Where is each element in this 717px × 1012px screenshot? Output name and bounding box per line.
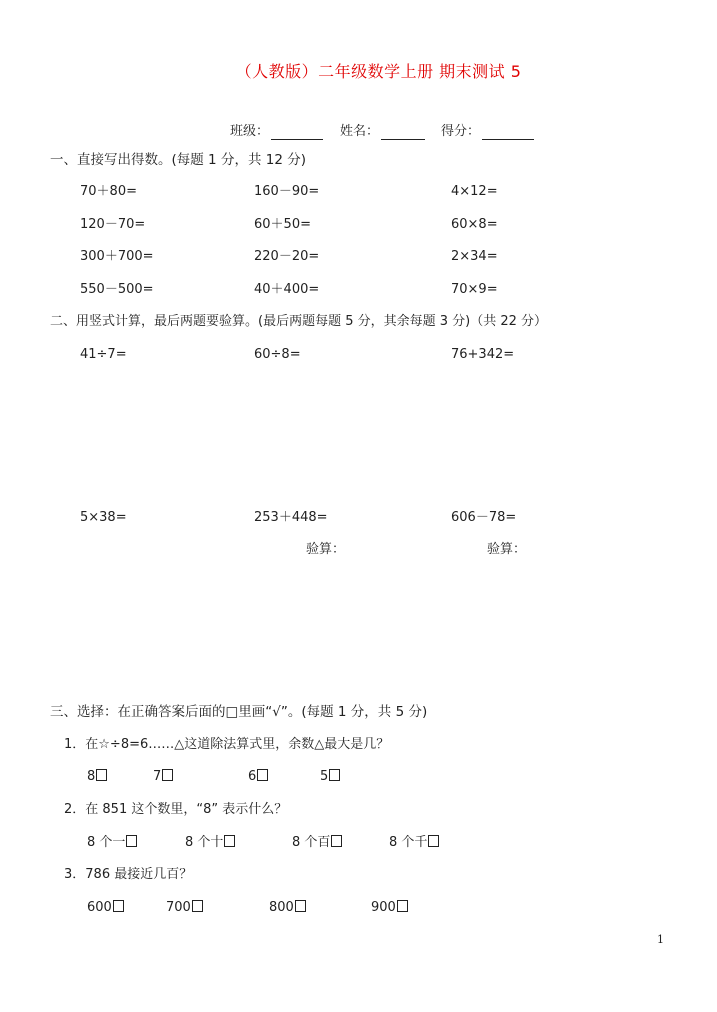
section2-heading: 二、用竖式计算，最后两题要验算。(最后两题每题 5 分，其余每题 3 分)（共 22 分） <box>50 314 548 329</box>
s1-item: 70×9= <box>451 282 498 297</box>
checkbox[interactable] <box>428 835 439 847</box>
option-label: 700 <box>166 900 191 915</box>
info-class <box>230 124 325 140</box>
s1-item: 40＋400= <box>254 282 320 297</box>
s1-item: 60×8= <box>451 217 498 232</box>
check-label: 验算： <box>487 542 527 557</box>
s1-item: 2×34= <box>451 249 498 264</box>
page-title: （人教版）二年级数学上册 期末测试 5 <box>235 62 522 81</box>
s1-item: 300＋700= <box>80 249 154 264</box>
option-label: 7 <box>153 769 162 784</box>
option <box>389 835 439 851</box>
checkbox[interactable] <box>295 900 306 912</box>
info-score-blank[interactable] <box>482 125 534 140</box>
info-class-blank[interactable] <box>271 125 323 140</box>
info-score-label: 得分： <box>441 124 481 139</box>
info-score <box>441 124 536 140</box>
option <box>87 835 137 851</box>
checkbox[interactable] <box>96 769 107 781</box>
option-label: 8 个千 <box>389 835 428 850</box>
option-label: 6 <box>248 769 257 784</box>
info-class-label: 班级： <box>230 124 270 139</box>
s2-item: 5×38= <box>80 510 127 525</box>
option <box>269 900 306 916</box>
info-name <box>340 124 427 140</box>
checkbox[interactable] <box>126 835 137 847</box>
option <box>87 900 124 916</box>
s1-item: 550－500= <box>80 282 154 297</box>
option-label: 5 <box>320 769 329 784</box>
option-label: 900 <box>371 900 396 915</box>
info-name-label: 姓名： <box>340 124 380 139</box>
checkbox[interactable] <box>257 769 268 781</box>
check-label: 验算： <box>306 542 346 557</box>
s2-item: 60÷8= <box>254 347 301 362</box>
option-label: 8 <box>87 769 96 784</box>
question-3: 3．786 最接近几百？ <box>64 867 193 882</box>
option-label: 800 <box>269 900 294 915</box>
checkbox[interactable] <box>397 900 408 912</box>
s1-item: 4×12= <box>451 184 498 199</box>
option <box>292 835 342 851</box>
page-number: 1 <box>657 933 664 946</box>
option-label: 8 个一 <box>87 835 126 850</box>
option-label: 8 个十 <box>185 835 224 850</box>
s2-item: 41÷7= <box>80 347 127 362</box>
option <box>166 900 203 916</box>
checkbox[interactable] <box>113 900 124 912</box>
section3-heading: 三、选择：在正确答案后面的□里画“√”。(每题 1 分，共 5 分) <box>50 704 428 720</box>
option-label: 8 个百 <box>292 835 331 850</box>
checkbox[interactable] <box>331 835 342 847</box>
option <box>153 769 173 785</box>
checkbox[interactable] <box>224 835 235 847</box>
s2-item: 253＋448= <box>254 510 328 525</box>
option <box>87 769 107 785</box>
option <box>320 769 340 785</box>
section1-heading: 一、直接写出得数。(每题 1 分，共 12 分) <box>50 152 306 168</box>
question-1: 1．在☆÷8=6……△这道除法算式里，余数△最大是几？ <box>64 737 390 752</box>
s2-item: 76+342= <box>451 347 515 362</box>
info-name-blank[interactable] <box>381 125 425 140</box>
s1-item: 120－70= <box>80 217 146 232</box>
s1-item: 220－20= <box>254 249 320 264</box>
s1-item: 60＋50= <box>254 217 311 232</box>
s2-item: 606－78= <box>451 510 517 525</box>
checkbox[interactable] <box>329 769 340 781</box>
checkbox[interactable] <box>162 769 173 781</box>
checkbox[interactable] <box>192 900 203 912</box>
s1-item: 70＋80= <box>80 184 137 199</box>
option <box>371 900 408 916</box>
s1-item: 160－90= <box>254 184 320 199</box>
option-label: 600 <box>87 900 112 915</box>
question-2: 2．在 851 这个数里，“8” 表示什么？ <box>64 802 288 817</box>
option <box>185 835 235 851</box>
option <box>248 769 268 785</box>
